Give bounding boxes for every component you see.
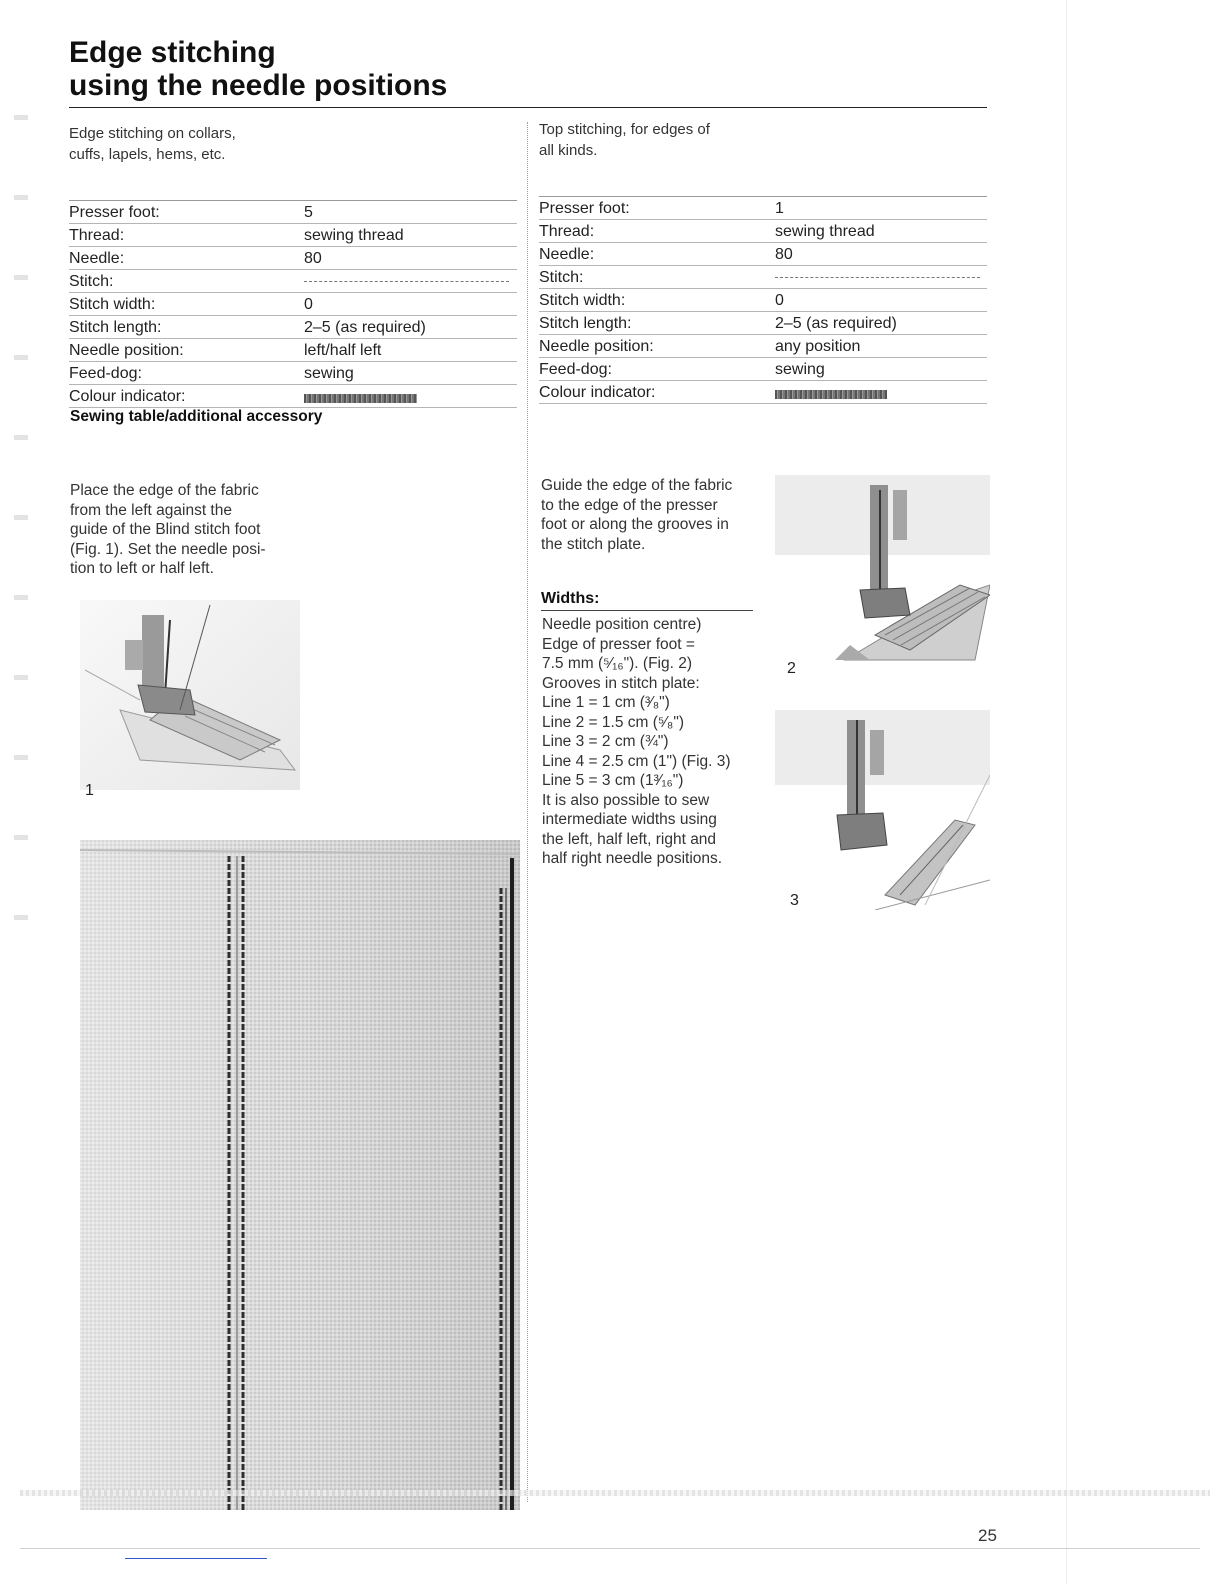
right-guide-text [541, 476, 766, 554]
settings-row-feed-dog [69, 362, 517, 385]
fabric-sample-photo [74, 828, 526, 1513]
left-settings-table [69, 200, 517, 408]
settings-row-needle [69, 247, 517, 270]
figure-1-blind-stitch-foot [80, 600, 300, 790]
settings-row-presser-foot [539, 197, 987, 220]
widths-heading: Widths: [541, 590, 753, 611]
widths-list [542, 615, 777, 869]
settings-value: sewing [304, 365, 354, 382]
settings-value: 2–5 (as required) [775, 315, 897, 332]
settings-row-stitch-width [69, 293, 517, 316]
right-settings-table [539, 196, 987, 404]
footer-blue-line [125, 1558, 267, 1559]
settings-label: Stitch length: [539, 315, 632, 332]
right-intro [539, 119, 839, 161]
widths-line: Line 5 = 3 cm (1³⁄₁₆") [542, 772, 684, 789]
colour-indicator-swatch [775, 390, 887, 399]
right-intro-line: all kinds. [539, 142, 598, 159]
settings-label: Stitch width: [69, 296, 156, 313]
settings-row-stitch [539, 266, 987, 289]
widths-line: Needle position centre) [542, 616, 702, 633]
settings-label: Thread: [539, 223, 595, 240]
settings-row-stitch-width [539, 289, 987, 312]
right-intro-line: Top stitching, for edges of [539, 121, 710, 138]
left-intro-line: cuffs, lapels, hems, etc. [69, 146, 226, 163]
settings-label: Needle position: [69, 342, 184, 359]
widths-line: It is also possible to sew [542, 791, 710, 809]
figure-3-stitch-plate-grooves [775, 705, 990, 910]
straight-stitch-symbol [304, 281, 509, 282]
settings-label: Presser foot: [69, 204, 160, 221]
settings-row-colour-indicator [539, 381, 987, 404]
settings-value: 80 [775, 246, 793, 263]
colour-indicator-swatch [304, 394, 417, 403]
guide-line: to the edge of the presser [541, 496, 718, 514]
settings-label: Thread: [69, 227, 125, 244]
settings-value: left/half left [304, 342, 382, 359]
instruction-line: Place the edge of the fabric [70, 482, 259, 499]
settings-value: any position [775, 338, 861, 355]
left-intro-line: Edge stitching on collars, [69, 125, 236, 142]
footer-scan-band [20, 1490, 1210, 1496]
instruction-line: guide of the Blind stitch foot [70, 521, 261, 539]
accessory-heading: Sewing table/additional accessory [70, 408, 323, 425]
straight-stitch-symbol [775, 277, 980, 278]
widths-line: 7.5 mm (⁵⁄₁₆"). (Fig. 2) [542, 655, 693, 672]
settings-row-needle-position [539, 335, 987, 358]
settings-row-thread [69, 224, 517, 247]
settings-value: 0 [775, 292, 784, 309]
settings-value: sewing thread [775, 223, 875, 240]
settings-row-stitch [69, 270, 517, 293]
figure-3-label: 3 [790, 892, 799, 909]
widths-line: Line 4 = 2.5 cm (1") (Fig. 3) [542, 752, 731, 770]
settings-label: Colour indicator: [69, 388, 186, 405]
widths-line: half right needle positions. [542, 850, 723, 867]
settings-row-stitch-length [69, 316, 517, 339]
left-intro [69, 123, 369, 165]
settings-row-needle [539, 243, 987, 266]
binding-holes [14, 60, 28, 980]
settings-label: Needle: [539, 246, 595, 263]
settings-label: Colour indicator: [539, 384, 656, 401]
instruction-line: from the left against the [70, 501, 232, 519]
title-line-2: using the needle positions [69, 69, 448, 102]
widths-line: intermediate widths using [542, 811, 717, 828]
title-line-1: Edge stitching [69, 36, 276, 69]
footer-rule [20, 1548, 1200, 1549]
widths-line: the left, half left, right and [542, 830, 717, 848]
settings-label: Stitch width: [539, 292, 626, 309]
title-rule [69, 107, 987, 108]
settings-value: 5 [304, 204, 313, 221]
widths-line: Line 3 = 2 cm (¾") [542, 733, 669, 750]
page-edge-line [1066, 0, 1067, 1584]
settings-label: Stitch: [69, 273, 114, 290]
settings-label: Presser foot: [539, 200, 630, 217]
widths-line: Grooves in stitch plate: [542, 674, 700, 692]
settings-row-presser-foot [69, 201, 517, 224]
guide-line: the stitch plate. [541, 535, 646, 553]
guide-line: Guide the edge of the fabric [541, 477, 733, 494]
settings-label: Stitch: [539, 269, 584, 286]
settings-value: 1 [775, 200, 784, 217]
settings-label: Feed-dog: [69, 365, 142, 382]
settings-row-colour-indicator [69, 385, 517, 408]
left-instructions [70, 481, 310, 579]
settings-value: 0 [304, 296, 313, 313]
settings-label: Needle position: [539, 338, 654, 355]
page-number: 25 [978, 1526, 997, 1545]
settings-label: Feed-dog: [539, 361, 612, 378]
settings-row-thread [539, 220, 987, 243]
settings-value: sewing thread [304, 227, 404, 244]
settings-value: sewing [775, 361, 825, 378]
widths-line: Edge of presser foot = [542, 635, 695, 653]
instruction-line: tion to left or half left. [70, 560, 214, 578]
widths-line: Line 1 = 1 cm (³⁄₈") [542, 694, 670, 711]
page-title [69, 36, 447, 102]
column-divider [527, 122, 528, 1502]
settings-label: Stitch length: [69, 319, 162, 336]
guide-line: foot or along the grooves in [541, 516, 729, 534]
figure-1-label: 1 [85, 782, 94, 799]
settings-value: 80 [304, 250, 322, 267]
settings-row-needle-position [69, 339, 517, 362]
figure-2-label: 2 [787, 660, 796, 677]
settings-label: Needle: [69, 250, 125, 267]
instruction-line: (Fig. 1). Set the needle posi- [70, 540, 266, 558]
settings-row-feed-dog [539, 358, 987, 381]
settings-value: 2–5 (as required) [304, 319, 426, 336]
figure-2-presser-foot-edge [775, 470, 990, 670]
settings-row-stitch-length [539, 312, 987, 335]
widths-line: Line 2 = 1.5 cm (⁵⁄₈") [542, 713, 684, 731]
